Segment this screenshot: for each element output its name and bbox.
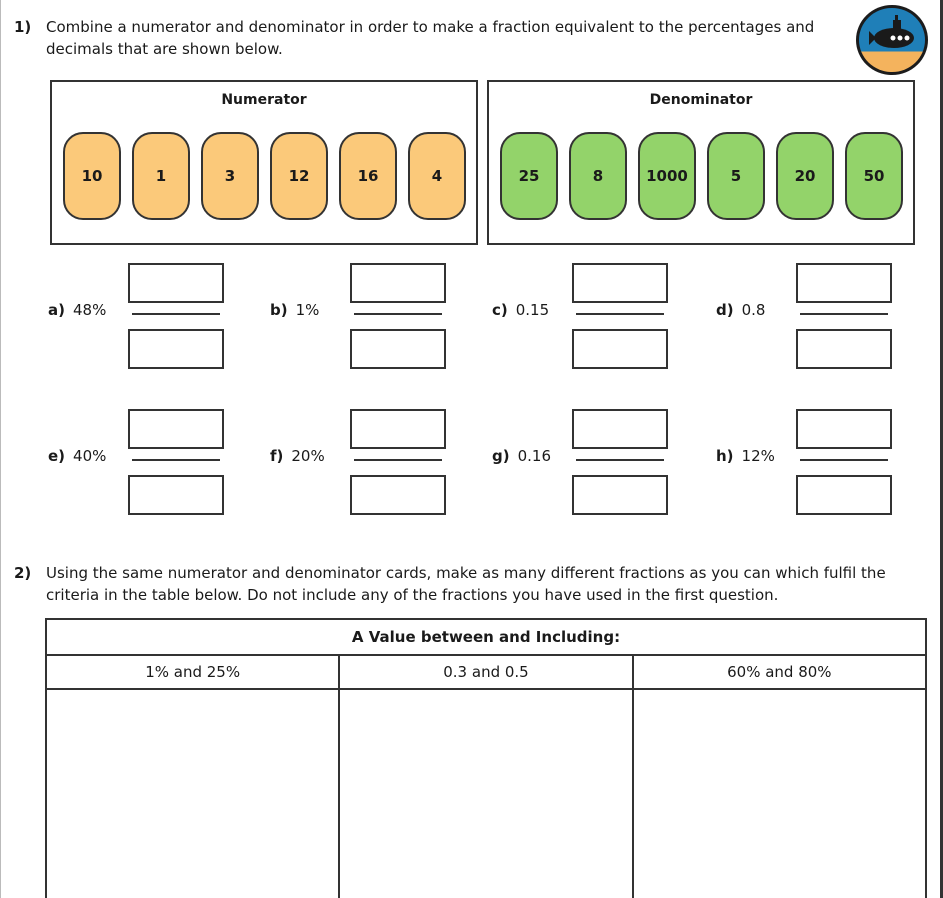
problem-label	[48, 301, 106, 319]
fraction-bar	[800, 313, 888, 315]
problem-letter: b)	[270, 301, 288, 319]
problem-label	[492, 301, 549, 319]
numerator-answer-box[interactable]	[128, 409, 224, 449]
denominator-card[interactable]: 8	[569, 132, 627, 220]
fraction-bar	[354, 313, 442, 315]
numerator-title: Numerator	[221, 92, 307, 108]
problem-c	[492, 263, 714, 368]
question-2-line-1: Using the same numerator and denominator cards, make as many different fractions as you can which fulfil the	[46, 564, 886, 582]
problem-b	[270, 263, 492, 368]
denominator-answer-box[interactable]	[796, 475, 892, 515]
problem-value: 12%	[741, 447, 775, 465]
criteria-column-header: 0.3 and 0.5	[339, 655, 632, 689]
numerator-answer-box[interactable]	[572, 263, 668, 303]
problem-label	[48, 447, 106, 465]
problem-letter: d)	[716, 301, 734, 319]
numerator-answer-box[interactable]	[350, 263, 446, 303]
numerator-answer-box[interactable]	[796, 409, 892, 449]
problem-letter: a)	[48, 301, 65, 319]
problem-value: 1%	[295, 301, 320, 319]
fraction-bar	[576, 313, 664, 315]
problem-value: 20%	[291, 447, 325, 465]
denominator-answer-box[interactable]	[128, 475, 224, 515]
denominator-title: Denominator	[649, 92, 753, 108]
problem-value: 40%	[73, 447, 107, 465]
denominator-answer-box[interactable]	[350, 329, 446, 369]
numerator-box	[50, 80, 478, 245]
denominator-answer-box[interactable]	[128, 329, 224, 369]
submarine-icon	[859, 8, 925, 72]
denominator-card[interactable]: 25	[500, 132, 558, 220]
submarine-logo	[856, 5, 928, 75]
question-2-line-2: criteria in the table below. Do not include any of the fractions you have used in the first question.	[46, 586, 779, 604]
problem-letter: c)	[492, 301, 508, 319]
numerator-card[interactable]: 16	[339, 132, 397, 220]
problem-label	[716, 301, 765, 319]
numerator-answer-box[interactable]	[796, 263, 892, 303]
problem-letter: h)	[716, 447, 734, 465]
denominator-card[interactable]: 50	[845, 132, 903, 220]
denominator-answer-box[interactable]	[572, 475, 668, 515]
page-left-edge	[0, 0, 1, 898]
question-1-text	[46, 16, 846, 60]
criteria-table-title: A Value between and Including:	[46, 619, 926, 655]
answer-cell[interactable]	[46, 689, 339, 898]
fraction-bar	[576, 459, 664, 461]
numerator-answer-box[interactable]	[350, 409, 446, 449]
denominator-answer-box[interactable]	[572, 329, 668, 369]
question-1-number: 1)	[14, 18, 32, 36]
criteria-table	[45, 618, 927, 898]
numerator-answer-box[interactable]	[572, 409, 668, 449]
denominator-card[interactable]: 20	[776, 132, 834, 220]
criteria-column-header: 1% and 25%	[46, 655, 339, 689]
fraction-bar	[354, 459, 442, 461]
answer-cell[interactable]	[633, 689, 926, 898]
criteria-column-header: 60% and 80%	[633, 655, 926, 689]
problem-d	[716, 263, 938, 368]
question-2-number: 2)	[14, 564, 32, 582]
numerator-card[interactable]: 1	[132, 132, 190, 220]
problem-value: 0.16	[517, 447, 551, 465]
numerator-card[interactable]: 3	[201, 132, 259, 220]
answer-cell[interactable]	[339, 689, 632, 898]
denominator-card[interactable]: 1000	[638, 132, 696, 220]
denominator-answer-box[interactable]	[350, 475, 446, 515]
denominator-box	[487, 80, 915, 245]
problem-e	[48, 409, 270, 514]
problem-value: 0.15	[515, 301, 550, 319]
problem-value: 48%	[72, 301, 107, 319]
problem-f	[270, 409, 492, 514]
question-2-text	[46, 562, 926, 606]
fraction-bar	[800, 459, 888, 461]
numerator-answer-box[interactable]	[128, 263, 224, 303]
denominator-card[interactable]: 5	[707, 132, 765, 220]
question-1-line-2: decimals that are shown below.	[46, 40, 283, 58]
problem-a	[48, 263, 270, 368]
numerator-card[interactable]: 4	[408, 132, 466, 220]
fraction-bar	[132, 313, 220, 315]
problem-label	[716, 447, 775, 465]
problem-letter: g)	[492, 447, 510, 465]
problem-letter: f)	[270, 447, 284, 465]
problem-g	[492, 409, 714, 514]
numerator-card[interactable]: 10	[63, 132, 121, 220]
question-1-line-1: Combine a numerator and denominator in order to make a fraction equivalent to the percentages and	[46, 18, 815, 36]
denominator-answer-box[interactable]	[796, 329, 892, 369]
fraction-bar	[132, 459, 220, 461]
numerator-card[interactable]: 12	[270, 132, 328, 220]
problem-label	[492, 447, 551, 465]
problem-value: 0.8	[741, 301, 766, 319]
problem-h	[716, 409, 938, 514]
problem-label	[270, 447, 325, 465]
problem-label	[270, 301, 319, 319]
problem-letter: e)	[48, 447, 66, 465]
